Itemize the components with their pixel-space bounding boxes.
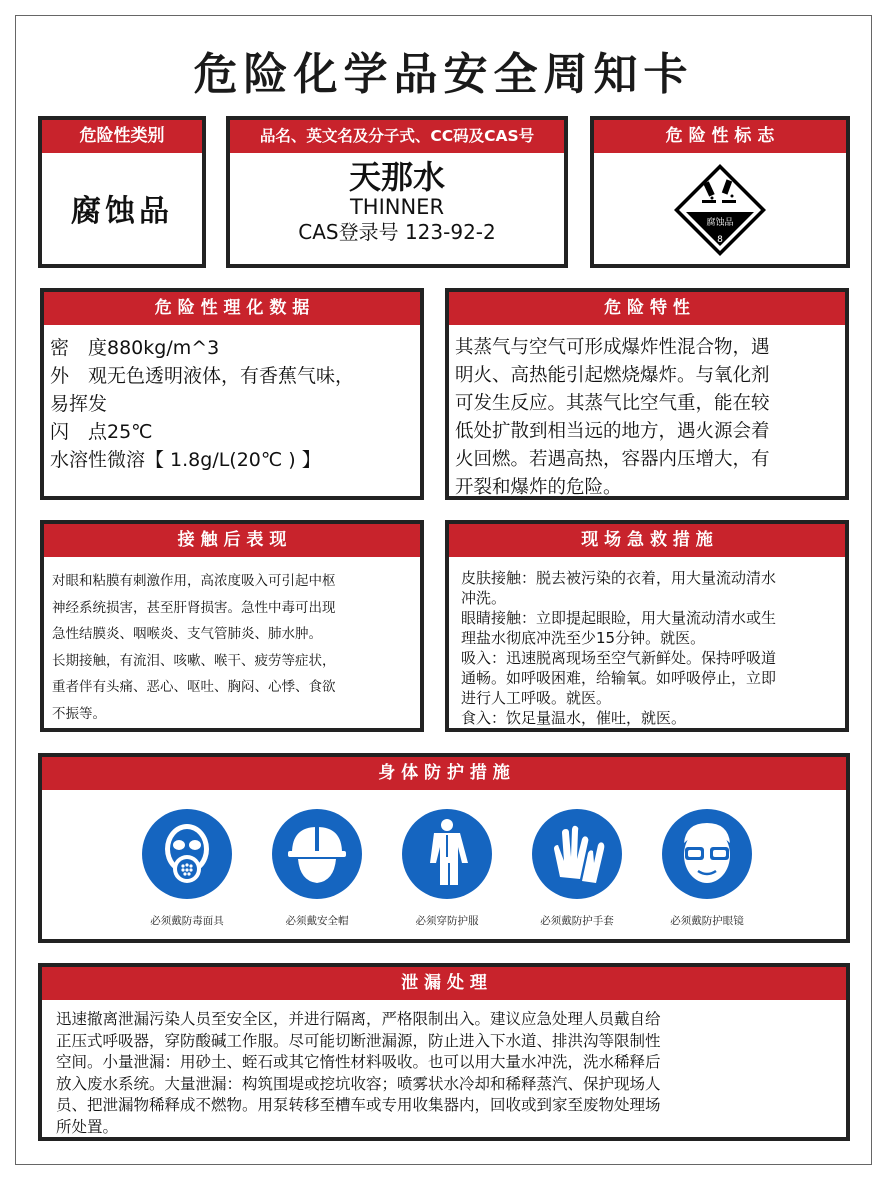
hazard-sign-header: 危 险 性 标 志 [594, 120, 846, 156]
hazard-props-line: 其蒸气与空气可形成爆炸性混合物，遇 [455, 337, 770, 358]
hazard-class-value: 腐蚀品 [71, 194, 173, 229]
first-aid-line: 通畅。如呼吸困难，给输氧。如呼吸停止，立即 [461, 669, 777, 687]
ppe-label: 必须戴安全帽 [285, 915, 349, 927]
product-name-cn: 天那水 [348, 158, 445, 196]
hazard-props-line: 可发生反应。其蒸气比空气重，能在较 [455, 393, 770, 414]
leak-line: 放入废水系统。大量泄漏：构筑围堤或挖坑收容；喷雾状水冷却和稀释蒸汽、保护现场人 [56, 1074, 661, 1093]
protective-suit-icon [402, 809, 492, 899]
ppe-item-gloves [512, 809, 642, 928]
first-aid-line: 冲洗。 [461, 589, 507, 607]
exposure-line: 重者伴有头痛、恶心、呕吐、胸闷、心悸、食欲 [52, 679, 336, 695]
physchem-line: 外 观无色透明液体，有香蕉气味， [50, 365, 355, 387]
ppe-item-gas-mask [122, 809, 252, 928]
first-aid-line: 吸入：迅速脱离现场至空气新鲜处。保持呼吸道 [461, 649, 777, 667]
exposure-line: 长期接触，有流泪、咳嗽、喉干、疲劳等症状， [52, 652, 336, 669]
product-name-en: THINNER [349, 195, 445, 219]
safety-goggles-icon [662, 809, 752, 899]
hazard-sign-label: 腐蚀品 [706, 218, 734, 228]
leak-line: 员、把泄漏物稀释成不燃物。用泵转移至槽车或专用收集器内，回收或到家至废物处理场 [56, 1096, 661, 1114]
physchem-text [44, 328, 420, 480]
physchem-box [40, 288, 424, 500]
physchem-line: 易挥发 [50, 393, 108, 415]
ppe-header: 身 体 防 护 措 施 [42, 757, 846, 793]
product-box [226, 116, 568, 268]
leak-line: 正压式呼吸器，穿防酸碱工作服。尽可能切断泄漏源，防止进入下水道、排洪沟等限制性 [56, 1031, 661, 1050]
ppe-label: 必须戴防护眼镜 [670, 915, 744, 927]
exposure-line: 急性结膜炎、咽喉炎、支气管肺炎、肺水肿。 [52, 626, 322, 642]
physchem-line: 密 度880kg/m^3 [50, 337, 220, 359]
hazard-sign-class: 8 [717, 235, 723, 245]
hazard-class-header: 危险性类别 [42, 120, 202, 156]
leak-line: 所处置。 [56, 1117, 119, 1136]
ppe-label: 必须穿防护服 [415, 915, 479, 927]
first-aid-line: 皮肤接触：脱去被污染的衣着，用大量流动清水 [461, 569, 777, 587]
ppe-item-goggles [642, 809, 772, 928]
exposure-line: 不振等。 [52, 705, 106, 722]
hazard-props-text [449, 328, 845, 508]
hazard-props-box [445, 288, 849, 500]
protective-gloves-icon [532, 809, 622, 899]
exposure-line: 对眼和粘膜有刺激作用，高浓度吸入可引起中枢 [52, 573, 336, 589]
hazard-sign-box [590, 116, 850, 268]
first-aid-box [445, 520, 849, 732]
first-aid-line: 理盐水彻底冲洗至少15分钟。就医。 [461, 629, 706, 647]
ppe-box [38, 753, 850, 943]
physchem-line: 闪 点25℃ [50, 421, 153, 443]
physchem-header: 危 险 性 理 化 数 据 [44, 292, 420, 328]
leak-line: 迅速撤离泄漏污染人员至安全区，并进行隔离，严格限制出入。建议应急处理人员戴自给 [56, 1010, 661, 1028]
leak-box [38, 963, 850, 1141]
safety-helmet-icon [272, 809, 362, 899]
hazard-props-header: 危 险 特 性 [449, 292, 845, 328]
exposure-box [40, 520, 424, 732]
hazard-props-line: 开裂和爆炸的危险。 [455, 477, 622, 498]
leak-header: 泄 漏 处 理 [42, 967, 846, 1003]
exposure-header: 接 触 后 表 现 [44, 524, 420, 560]
first-aid-line: 进行人工呼吸。就医。 [461, 689, 612, 707]
first-aid-line: 食入：饮足量温水，催吐，就医。 [461, 709, 687, 727]
gas-mask-icon [142, 809, 232, 899]
exposure-text [44, 560, 420, 735]
physchem-line: 水溶性微溶【 1.8g/L(20℃ ) 】 [50, 449, 321, 471]
page-title: 危险化学品安全周知卡 [193, 49, 694, 100]
leak-text [42, 1003, 846, 1144]
ppe-label: 必须戴防护手套 [540, 915, 614, 927]
first-aid-header: 现 场 急 救 措 施 [449, 524, 845, 560]
ppe-item-suit [382, 809, 512, 928]
leak-line: 空间。小量泄漏：用砂土、蛭石或其它惰性材料吸收。也可以用大量水冲洗，洗水稀释后 [56, 1053, 661, 1071]
hazard-props-line: 低处扩散到相当远的地方，遇火源会着 [455, 421, 770, 442]
first-aid-line: 眼睛接触：立即提起眼睑，用大量流动清水或生 [461, 609, 777, 627]
hazard-class-box [38, 116, 206, 268]
exposure-line: 神经系统损害，甚至肝肾损害。急性中毒可出现 [52, 599, 336, 616]
product-header: 品名、英文名及分子式、CC码及CAS号 [230, 120, 564, 156]
ppe-icons [42, 809, 846, 939]
hazard-props-line: 明火、高热能引起燃烧爆炸。与氧化剂 [455, 365, 770, 386]
product-cas: CAS登录号 123-92-2 [298, 220, 496, 244]
ppe-label: 必须戴防毒面具 [150, 915, 224, 927]
ppe-item-helmet [252, 809, 382, 928]
first-aid-text [449, 560, 845, 736]
hazard-props-line: 火回燃。若遇高热，容器内压增大，有 [455, 449, 770, 470]
